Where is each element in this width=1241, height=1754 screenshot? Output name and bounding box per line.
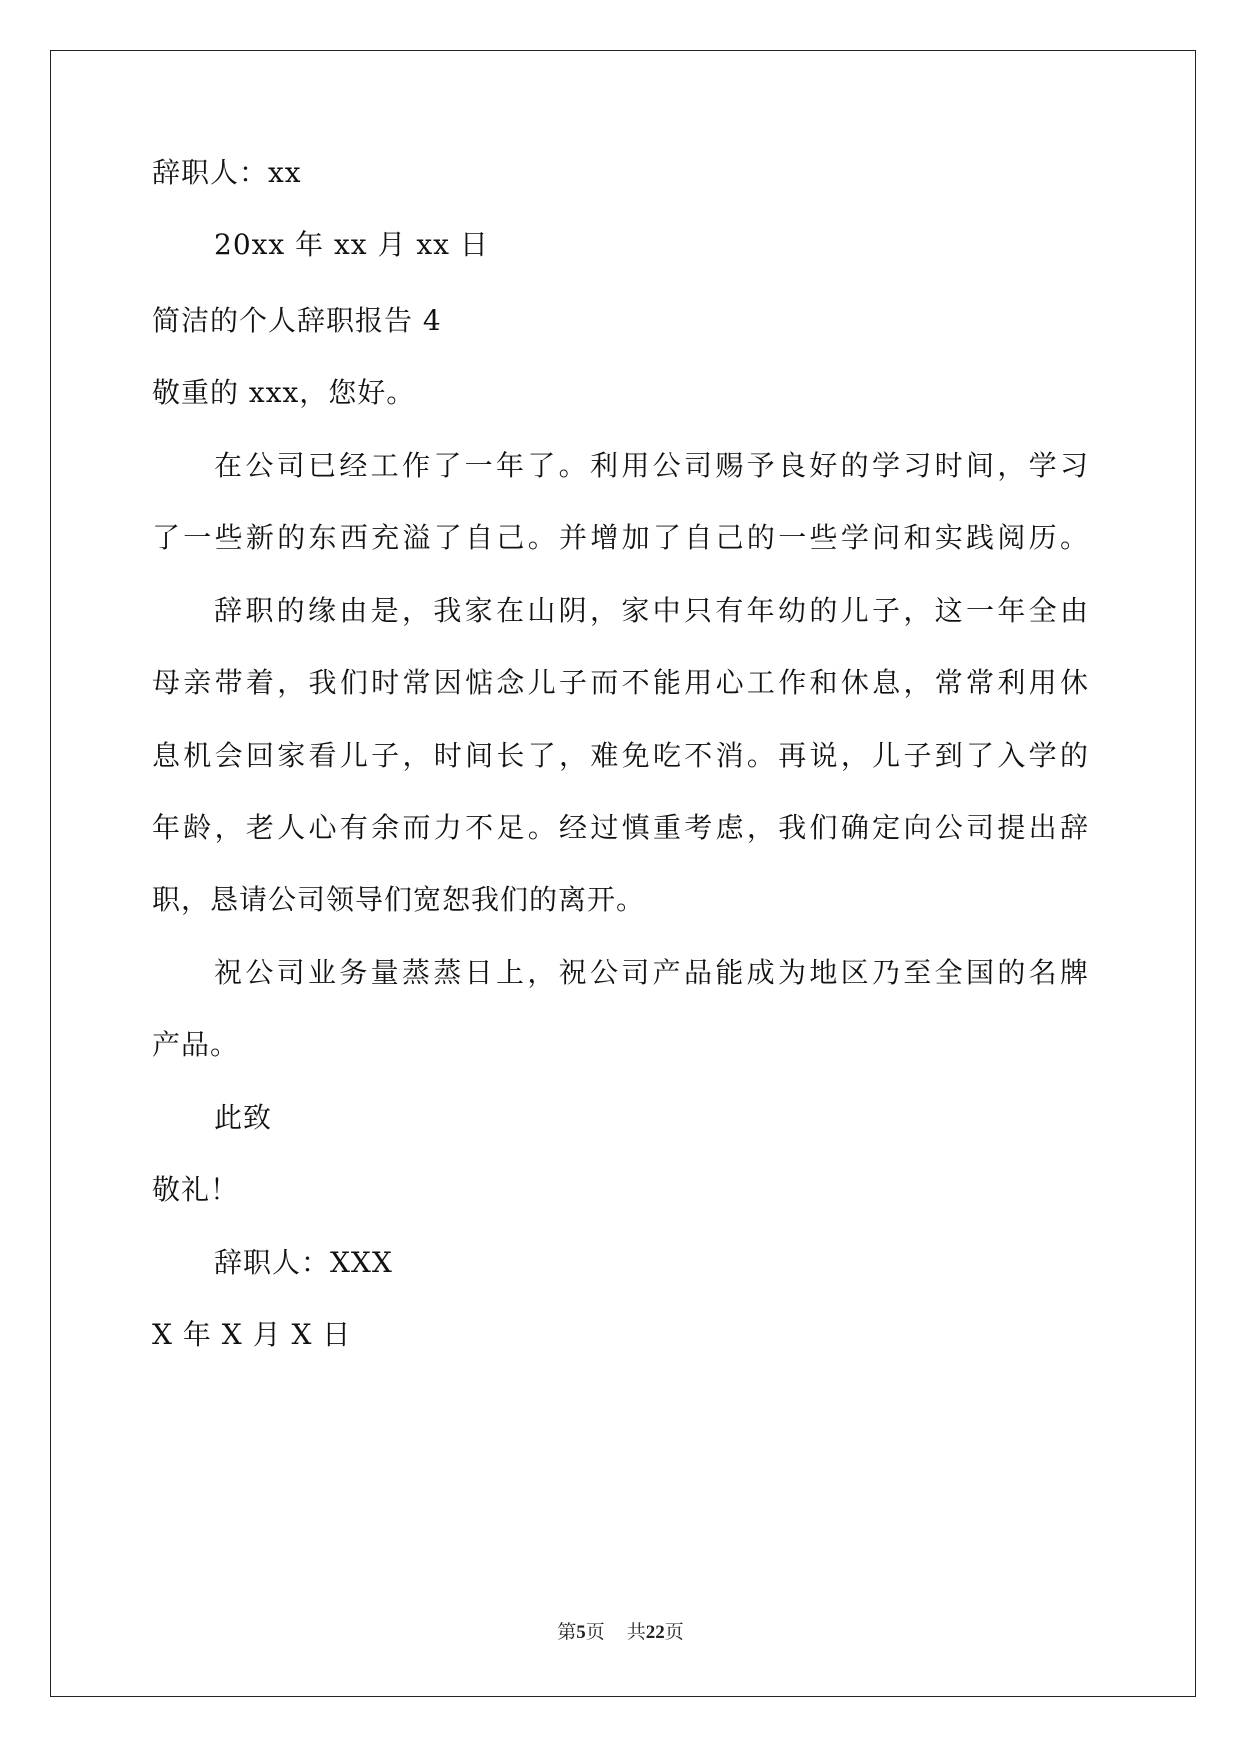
date-line: 20xx 年 xx 月 xx 日 [214,228,489,261]
closing-regards: 敬礼！ [152,1173,240,1206]
closing-line: 此致 [214,1101,273,1134]
body-line: 职，恳请公司领导们宽恕我们的离开。 [152,883,646,916]
body-line: 年龄，老人心有余而力不足。经过慎重考虑，我们确定向公司提出辞 [152,811,1088,844]
body-line: 母亲带着，我们时常因惦念儿子而不能用心工作和休息，常常利用休 [152,666,1088,699]
signature-date: X 年 X 月 X 日 [152,1318,352,1351]
resigner-line: 辞职人：xx [152,156,302,189]
total-prefix: 共 [626,1621,646,1643]
page-prefix: 第 [557,1621,577,1643]
page-footer [0,1620,1241,1645]
total-suffix: 页 [664,1621,684,1643]
body-line: 在公司已经工作了一年了。利用公司赐予良好的学习时间，学习 [214,449,1088,482]
body-line: 了一些新的东西充溢了自己。并增加了自己的一些学问和实践阅历。 [152,521,1088,554]
section-title: 简洁的个人辞职报告 4 [152,304,442,337]
total-pages: 22 [645,1622,665,1643]
body-line: 辞职的缘由是，我家在山阴，家中只有年幼的儿子，这一年全由 [214,594,1088,627]
signature-line: 辞职人：XXX [214,1246,393,1279]
body-line: 祝公司业务量蒸蒸日上，祝公司产品能成为地区乃至全国的名牌 [214,956,1088,989]
page-border [50,50,1196,1697]
body-line: 产品。 [152,1028,240,1061]
page-suffix: 页 [585,1621,605,1643]
salutation: 敬重的 xxx，您好。 [152,376,416,409]
page-number: 5 [576,1622,586,1643]
body-line: 息机会回家看儿子，时间长了，难免吃不消。再说，儿子到了入学的 [152,739,1088,772]
